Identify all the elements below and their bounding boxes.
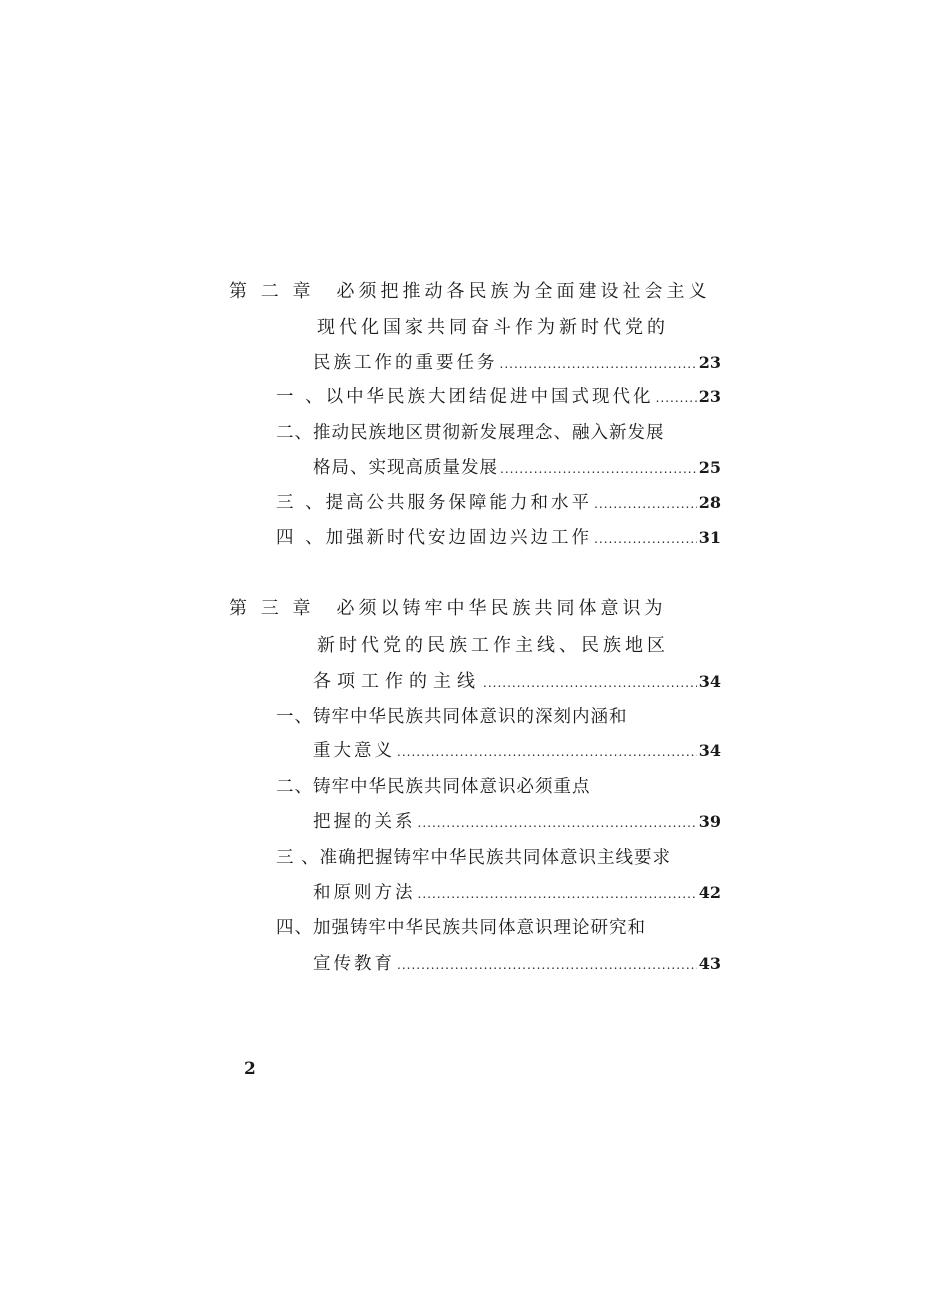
chapter-3-section-2-line-2[interactable]: 把握的关系 ..... 39 (313, 807, 721, 837)
page-number: 2 (244, 1059, 256, 1079)
chapter-2-title-line-1: 第 二 章 必须把推动各民族为全面建设社会主义 (229, 281, 711, 302)
chapter-2-title-line-2: 现代化国家共同奋斗作为新时代党的 (317, 317, 669, 338)
dot-leader (397, 950, 697, 980)
chapter-2-section-1[interactable]: 一 、以中华民族大团结促进中国式现代化 ..... 23 (276, 382, 721, 412)
chapter-3-section-1-line-2[interactable]: 重大意义 ..... 34 (313, 736, 721, 766)
dot-leader (656, 383, 697, 413)
dot-leader (418, 879, 697, 909)
dot-leader (594, 489, 697, 519)
dot-leader (500, 349, 697, 379)
dot-leader (500, 454, 697, 484)
chapter-3-page: 34 (698, 672, 721, 691)
chapter-2-entry[interactable] (313, 348, 721, 378)
chapter-3-title-line-1: 第 三 章 必须以铸牢中华民族共同体意识为 (229, 598, 667, 619)
dot-leader (397, 737, 697, 767)
chapter-2-page: 23 (698, 353, 721, 372)
chapter-3-section-3-line-2[interactable]: 和原则方法 ..... 42 (313, 878, 721, 908)
chapter-3-section-1-line-1[interactable]: 一、铸牢中华民族共同体意识的深刻内涵和 (276, 707, 628, 727)
dot-leader (418, 808, 697, 838)
chapter-2-title-line-3: 民族工作的重要任务 (313, 353, 498, 373)
chapter-3-section-4-line-1[interactable]: 四、加强铸牢中华民族共同体意识理论研究和 (276, 918, 646, 938)
chapter-2-section-2-line-2[interactable]: 格局、实现高质量发展 ..... 25 (313, 453, 721, 483)
chapter-3-section-3-line-1[interactable]: 三 、准确把握铸牢中华民族共同体意识主线要求 (276, 848, 672, 868)
chapter-3-section-4-line-2[interactable]: 宣传教育 ..... 43 (313, 949, 721, 979)
dot-leader (483, 668, 697, 698)
chapter-3-section-2-line-1[interactable]: 二、铸牢中华民族共同体意识必须重点 (276, 777, 591, 797)
dot-leader (594, 524, 697, 554)
chapter-2-section-2-line-1[interactable]: 二、推动民族地区贯彻新发展理念、融入新发展 (276, 423, 665, 443)
chapter-3-title-line-3: 各项工作的主线 (313, 671, 481, 692)
chapter-3-title-line-2: 新时代党的民族工作主线、民族地区 (317, 635, 669, 656)
chapter-2-section-4[interactable]: 四 、加强新时代安边固边兴边工作 ..... 31 (276, 523, 721, 553)
chapter-2-section-3[interactable]: 三 、提高公共服务保障能力和水平 ..... 28 (276, 488, 721, 518)
chapter-3-entry[interactable] (313, 667, 721, 697)
